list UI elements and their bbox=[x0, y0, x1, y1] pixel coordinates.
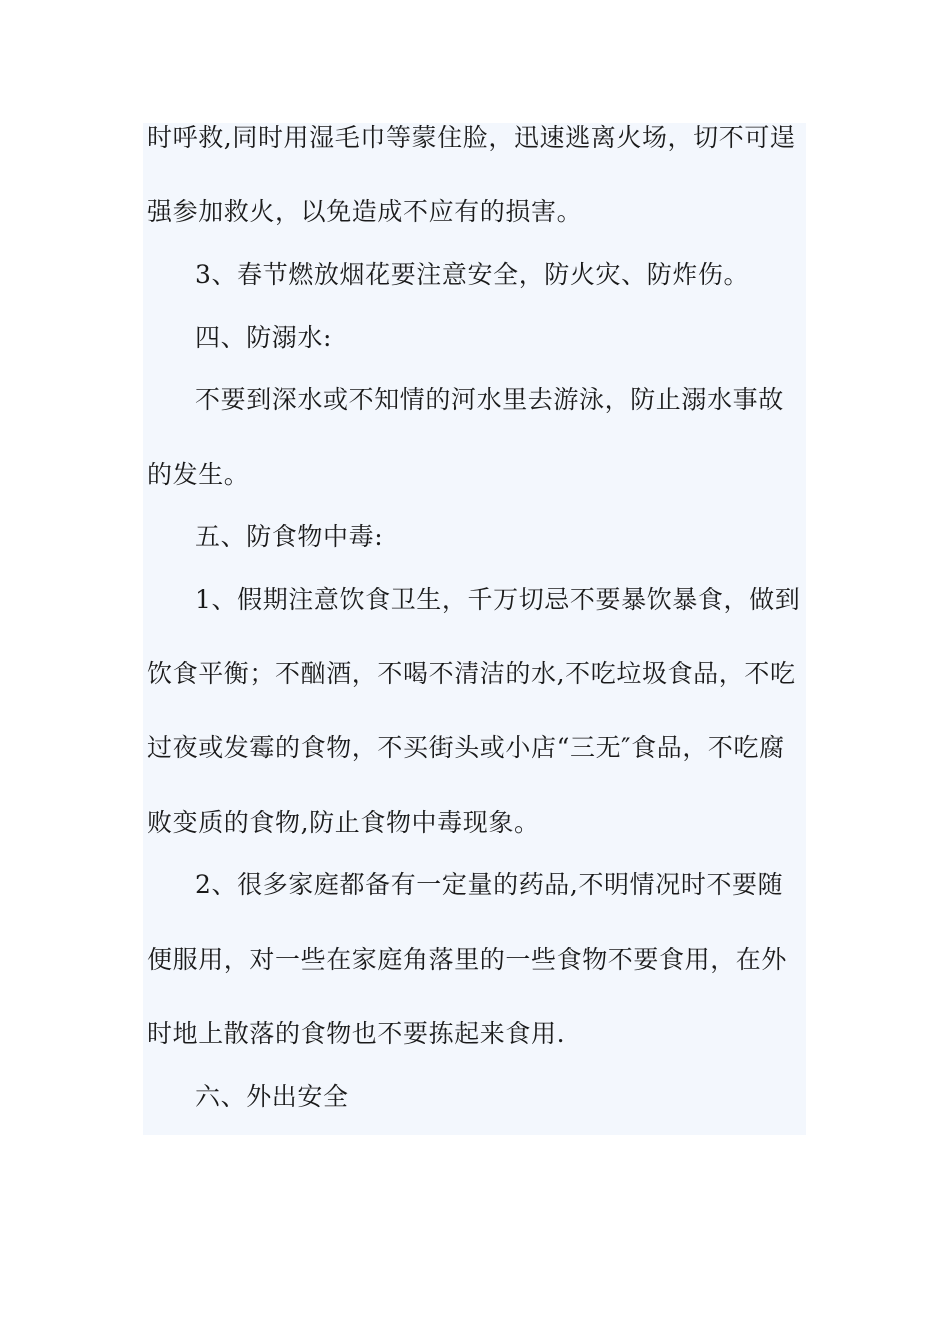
text-line: 败变质的食物,防止食物中毒现象。 bbox=[147, 808, 540, 837]
text-line: 强参加救火，以免造成不应有的损害。 bbox=[147, 197, 583, 226]
text-line: 的发生。 bbox=[147, 460, 250, 489]
document-text-block bbox=[143, 123, 806, 1135]
text-line: 过夜或发霉的食物，不买街头或小店“三无″食品，不吃腐 bbox=[147, 733, 785, 762]
section-heading: 六、外出安全 bbox=[195, 1082, 349, 1111]
text-line: 时地上散落的食物也不要拣起来食用. bbox=[147, 1019, 566, 1048]
text-line: 饮食平衡；不酗酒，不喝不清洁的水,不吃垃圾食品，不吃 bbox=[147, 659, 796, 688]
text-line: 1、假期注意饮食卫生，千万切忌不要暴饮暴食，做到 bbox=[195, 585, 801, 614]
text-line: 3、春节燃放烟花要注意安全，防火灾、防炸伤。 bbox=[195, 260, 750, 289]
section-heading: 五、防食物中毒: bbox=[195, 522, 384, 551]
text-line: 2、很多家庭都备有一定量的药品,不明情况时不要随 bbox=[195, 870, 784, 899]
section-heading: 四、防溺水: bbox=[195, 323, 333, 352]
text-line: 不要到深水或不知情的河水里去游泳，防止溺水事故 bbox=[195, 385, 784, 414]
text-line: 便服用，对一些在家庭角落里的一些食物不要食用，在外 bbox=[147, 945, 788, 974]
text-line: 时呼救,同时用湿毛巾等蒙住脸，迅速逃离火场，切不可逞 bbox=[147, 123, 796, 152]
